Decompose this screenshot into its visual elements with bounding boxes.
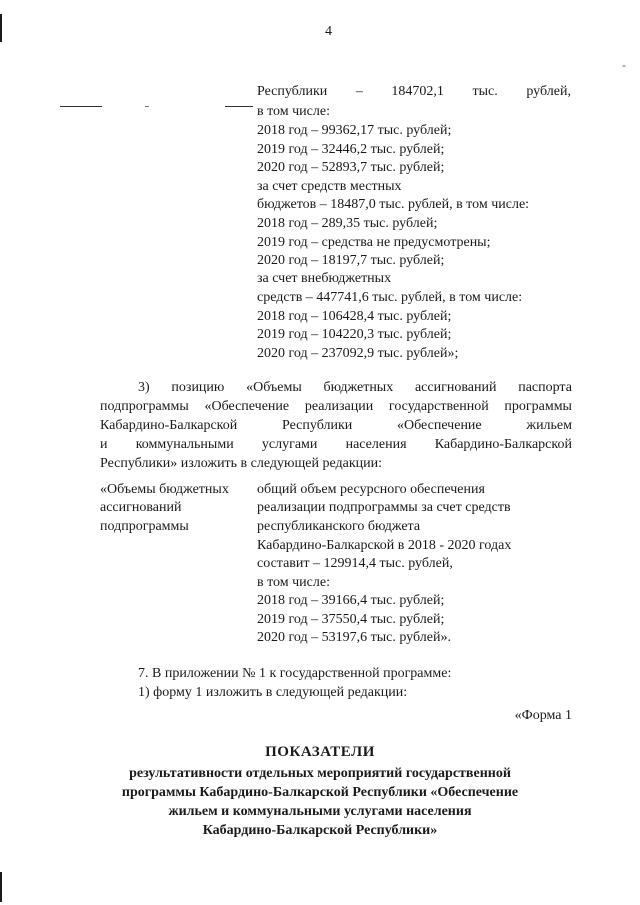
word: Республики	[257, 84, 328, 99]
scan-edge-mark-top	[0, 14, 2, 42]
continued-line: 2018 год – 289,35 тыс. рублей;	[257, 216, 438, 231]
word: паспорта	[518, 380, 572, 395]
title-line: программы Кабардино-Балкарской Республики «Обеспечение	[121, 785, 519, 800]
continued-line: 2018 год – 106428,4 тыс. рублей;	[257, 309, 452, 324]
continued-line: 2018 год – 99362,17 тыс. рублей;	[257, 123, 452, 138]
word: –	[355, 84, 363, 99]
word: рублей,	[526, 84, 571, 99]
scan-edge-mark-bottom	[0, 872, 2, 902]
item3-line-2	[100, 397, 572, 416]
item3-line-3	[100, 416, 572, 435]
item7-line: 7. В приложении № 1 к государственной программе:	[138, 666, 452, 681]
word: ассигнований	[414, 380, 497, 395]
passport-right-line: общий объем ресурсного обеспечения	[257, 482, 485, 497]
continued-line: 2020 год – 237092,9 тыс. рублей»;	[257, 346, 459, 361]
word: «Объемы	[246, 380, 302, 395]
title-line: жильем и коммунальными услугами населения	[168, 804, 472, 819]
continued-line: за счет средств местных	[257, 179, 402, 194]
word: подпрограммы	[100, 399, 189, 414]
continued-line: 2020 год – 18197,7 тыс. рублей;	[257, 253, 445, 268]
continued-line: в том числе:	[257, 104, 330, 119]
continued-line: 2019 год – средства не предусмотрены;	[257, 235, 491, 250]
document-title: ПОКАЗАТЕЛИ	[265, 744, 375, 760]
passport-right-line: 2019 год – 37550,4 тыс. рублей;	[257, 612, 445, 627]
word: тыс.	[472, 84, 498, 99]
passport-left-label: подпрограммы	[100, 519, 189, 534]
continued-line: 2019 год – 104220,3 тыс. рублей;	[257, 327, 452, 342]
left-dash-dot	[145, 106, 149, 107]
passport-right-line: 2018 год – 39166,4 тыс. рублей;	[257, 593, 445, 608]
left-dash-line-2	[225, 106, 253, 107]
word: жильем	[526, 418, 572, 433]
passport-left-label: «Объемы бюджетных	[100, 482, 229, 497]
continued-line: средств – 447741,6 тыс. рублей, в том числе:	[257, 290, 523, 305]
word: «Обеспечение	[204, 399, 290, 414]
margin-mark: -	[622, 58, 626, 72]
word: бюджетных	[323, 380, 394, 395]
item3-line-1	[138, 378, 572, 397]
form-label: «Форма 1	[514, 708, 572, 723]
word: государственной	[388, 399, 489, 414]
word: населения	[345, 437, 407, 452]
word: «Обеспечение	[397, 418, 482, 433]
passport-right-line: Кабардино-Балкарской в 2018 - 2020 годах	[257, 538, 512, 553]
word: реализации	[304, 399, 374, 414]
item7-subline: 1) форму 1 изложить в следующей редакции:	[138, 685, 408, 700]
continued-line: за счет внебюджетных	[257, 271, 392, 286]
page-number: 4	[325, 24, 332, 39]
word: позицию	[171, 380, 225, 395]
word: услугами	[261, 437, 318, 452]
word: коммунальными	[135, 437, 234, 452]
word: и	[100, 437, 108, 452]
word: 3)	[138, 380, 150, 395]
continued-line: бюджетов – 18487,0 тыс. рублей, в том числе:	[257, 197, 530, 212]
passport-right-line: составит – 129914,4 тыс. рублей,	[257, 556, 453, 571]
continued-first-line	[257, 82, 571, 101]
passport-right-line: в том числе:	[257, 575, 330, 590]
passport-right-line: реализации подпрограммы за счет средств	[257, 500, 511, 515]
item3-line-5: Республики» изложить в следующей редакции:	[100, 456, 383, 471]
word: Республики	[282, 418, 353, 433]
passport-right-line: республиканского бюджета	[257, 519, 421, 534]
continued-line: 2020 год – 52893,7 тыс. рублей;	[257, 160, 445, 175]
title-line: результативности отдельных мероприятий государственной	[129, 766, 511, 781]
word: Кабардино-Балкарской	[434, 437, 572, 452]
word: 184702,1	[391, 84, 444, 99]
continued-line: 2019 год – 32446,2 тыс. рублей;	[257, 142, 445, 157]
left-dash-line	[60, 106, 102, 107]
title-line: Кабардино-Балкарской Республики»	[202, 823, 438, 838]
passport-right-line: 2020 год – 53197,6 тыс. рублей».	[257, 630, 451, 645]
passport-left-label: ассигнований	[100, 500, 182, 515]
item3-line-4	[100, 435, 572, 454]
word: программы	[504, 399, 572, 414]
word: Кабардино-Балкарской	[100, 418, 238, 433]
